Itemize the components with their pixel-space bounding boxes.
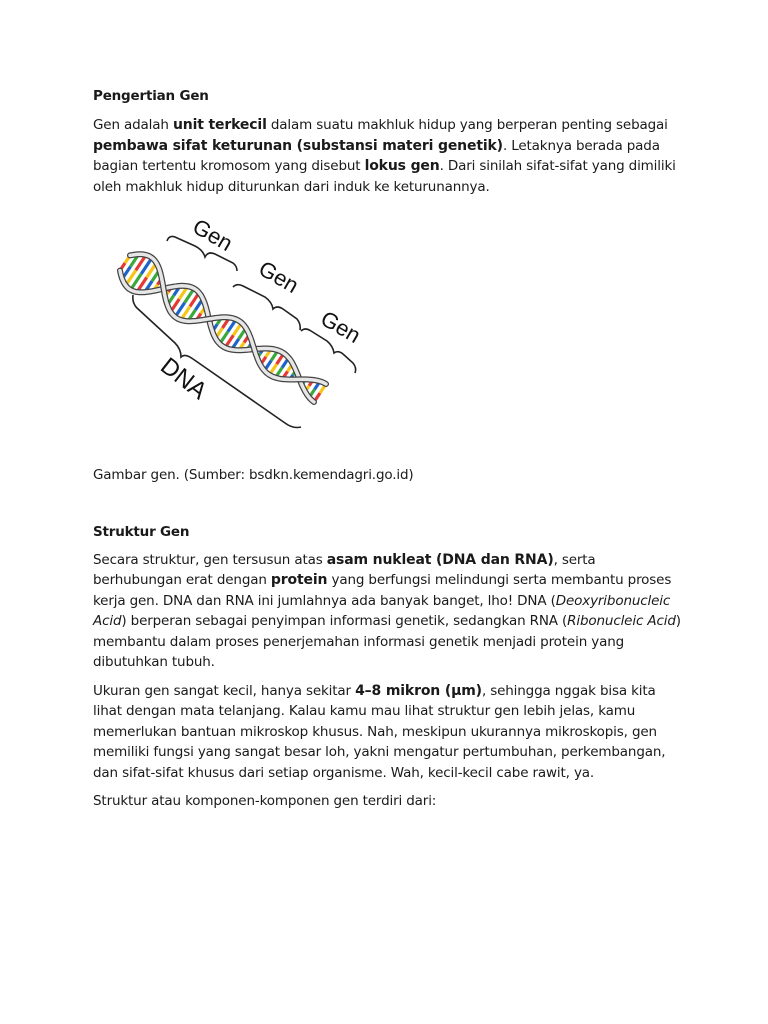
paragraph-structure (93, 550, 683, 673)
text-run: dalam suatu makhluk hidup yang berperan penting sebagai (266, 117, 668, 133)
gene-dna-figure (115, 213, 395, 443)
dna-label: DNA (155, 352, 212, 405)
document-page (93, 86, 683, 812)
italic-term: Deoxyribonucleic Acid (93, 592, 671, 629)
text-run: yang berfungsi melindungi serta membantu proses kerja gen. DNA dan RNA ini jumlahnya ada banyak banget, lho! DNA ( (93, 572, 672, 609)
text-run: Gen adalah (93, 117, 173, 133)
paragraph-definition (93, 115, 683, 197)
section-heading-struktur: Struktur Gen (93, 523, 190, 540)
bold-term: asam nukleat (DNA dan RNA) (326, 551, 554, 568)
text-run: ) membantu dalam proses penerjemahan informasi genetik menjadi protein yang dibutuhkan tubuh. (93, 613, 681, 670)
bold-term: lokus gen (364, 158, 440, 174)
paragraph-components-intro: Struktur atau komponen-komponen gen terdiri dari: (93, 793, 437, 809)
figure-caption: Gambar gen. (Sumber: bsdkn.kemendagri.go.id) (93, 467, 414, 483)
bold-term: unit terkecil (172, 117, 267, 133)
text-run: Secara struktur, gen tersusun atas (93, 551, 327, 568)
text-run: , serta berhubungan erat dengan (93, 551, 596, 588)
dna-illustration (115, 213, 395, 443)
gen-label-3: Gen (316, 305, 366, 349)
bold-term: 4–8 mikron (µm) (355, 682, 482, 699)
bold-term: pembawa sifat keturunan (substansi materi genetik) (93, 137, 503, 154)
text-run: . Letaknya berada pada bagian tertentu kromosom yang disebut (93, 137, 660, 174)
italic-term: Ribonucleic Acid (567, 613, 676, 629)
text-run: . Dari sinilah sifat-sifat yang dimiliki oleh makhluk hidup diturunkan dari induk ke keturunannya. (93, 158, 676, 195)
bold-term: protein (270, 572, 328, 588)
paragraph-size (93, 681, 683, 784)
gen-label-2: Gen (254, 255, 304, 299)
section-heading-pengertian: Pengertian Gen (93, 88, 209, 104)
text-run: ) berperan sebagai penyimpan informasi genetik, sedangkan RNA ( (121, 613, 568, 629)
gen-label-1: Gen (188, 213, 238, 257)
text-run: , sehingga nggak bisa kita lihat dengan mata telanjang. Kalau kamu mau lihat struktur gen lebih jelas, kamu memerlukan bantuan mikroskop khusus. Nah, meskipun ukurannya mikroskopis, gen memiliki fungsi yang sangat besar loh, yakni mengatur pertumbuhan, perkembangan, dan sifat-sifat khusus dari setiap organisme. Wah, kecil-kecil cabe rawit, ya. (93, 682, 666, 781)
text-run: Ukuran gen sangat kecil, hanya sekitar (93, 682, 356, 699)
